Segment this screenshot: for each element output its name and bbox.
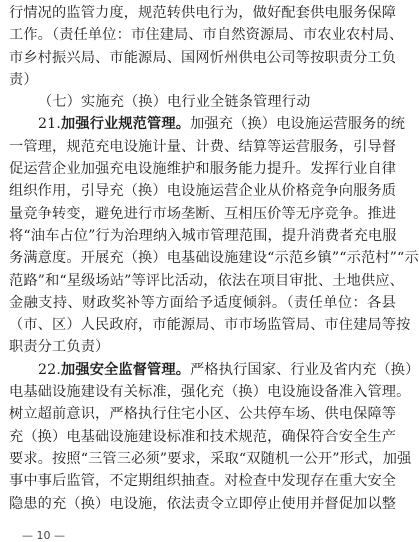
text-line: 组织作用，引导充（换）电设施运营企业从价格竞争向服务质 <box>9 183 397 200</box>
text-line: 要求。按照“三管三必须”要求，采取“双随机一公开”形式，加强 <box>9 450 412 467</box>
item-22-number: 22. <box>38 361 62 378</box>
paragraph-continuation <box>9 2 404 91</box>
text-line: 市乡村振兴局、市能源局、国网忻州供电公司等按职责分工负 <box>9 49 397 66</box>
item-21-paragraph <box>9 113 419 358</box>
item-22-title: 加强安全监督管理。 <box>61 361 191 378</box>
text-line: 事中事后监管，不定期组织抽查。对检查中发现存在重大安全 <box>9 473 397 490</box>
text-line: 范路”和“星级场站”等评比活动，依法在项目审批、土地供应、 <box>9 272 404 289</box>
text-line: 金融支持、财政奖补等方面给予适度倾斜。（责任单位：各县 <box>9 294 396 311</box>
text-line: 将“油车占位”行为治理纳入城市管理范围，提升消费者充电服 <box>9 227 397 244</box>
text-line: 职责分工负责） <box>9 339 110 356</box>
item-22-paragraph <box>9 359 419 515</box>
item-21-number: 21. <box>38 116 62 133</box>
text-line: 行情况的监管力度，规范转供电行为，做好配套供电服务保障 <box>9 5 397 21</box>
text-line: 电基础设施建设有关标准，强化充（换）电设施设备准入管理。 <box>9 384 411 401</box>
text-line: 工作。（责任单位：市住建局、市自然资源局、市农业农村局、 <box>9 27 404 44</box>
item-22-first-line-text: 严格执行国家、行业及省内充（换） <box>190 361 419 378</box>
item-21-title: 加强行业规范管理。 <box>61 116 191 133</box>
text-line: 树立超前意识，严格执行住宅小区、公共停车场、供电保障等 <box>9 406 397 423</box>
text-line: 务满意度。开展充（换）电基础设施建设“示范乡镇”“示范村”“示 <box>9 250 419 267</box>
text-line: 量竞争转变，避免进行市场垄断、互相压价等无序竞争。推进 <box>9 205 397 222</box>
item-21-first-line-text: 加强充（换）电设施运营服务的统 <box>190 116 406 133</box>
text-line: 充（换）电基础设施建设标准和技术规范，确保符合安全生产 <box>9 428 397 445</box>
text-line: 隐患的充（换）电设施，依法责令立即停止使用并督促加以整 <box>9 495 397 512</box>
text-line: 促运营企业加强充电设施维护和服务能力提升。发挥行业自律 <box>9 161 397 178</box>
text-line: 一管理，规范充电设施计量、计费、结算等运营服务，引导督 <box>9 138 397 155</box>
item-21-first-line <box>9 113 406 135</box>
item-22-first-line <box>9 359 419 381</box>
section-heading: （七）实施充（换）电行业全链条管理行动 <box>38 94 311 111</box>
text-line: （市、区）人民政府，市能源局、市市场监管局、市住建局等按 <box>9 317 411 334</box>
text-line: 责） <box>9 71 38 88</box>
page-number: — 10 — <box>22 529 65 542</box>
